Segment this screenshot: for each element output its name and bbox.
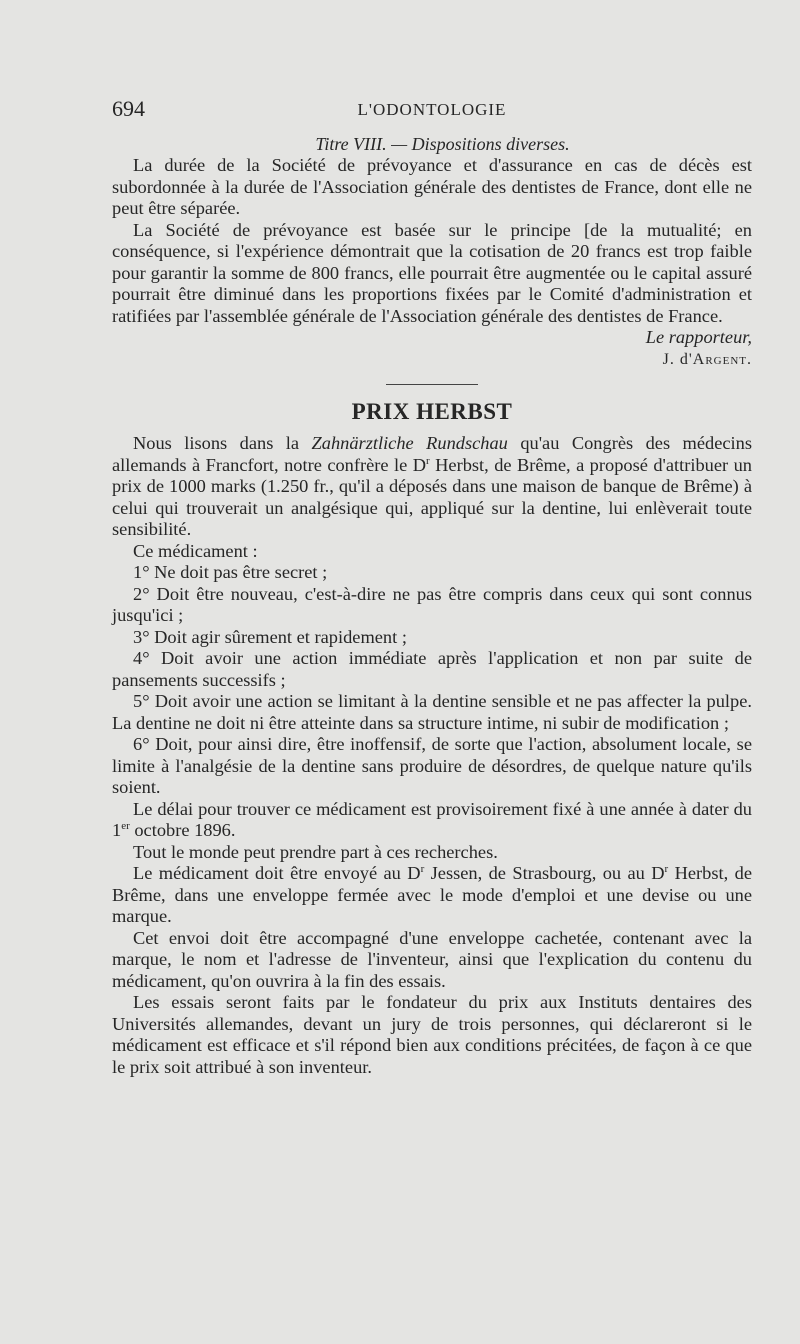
page-header xyxy=(112,96,752,126)
paragraph: Cet envoi doit être accompagné d'une enveloppe cachetée, contenant avec la marque, le nom et l'adresse de l'inventeur, ainsi que l'explication du contenu du médicament, qu'on ouvrira à la fin des essais. xyxy=(112,927,752,991)
superscript: er xyxy=(121,819,130,832)
article-title: PRIX HERBST xyxy=(351,399,513,424)
section-title: Titre VIII. — Dispositions diverses. xyxy=(315,134,570,154)
superscript: r xyxy=(426,454,430,467)
intro-text: qu'au Congrès des médecins allemands à Francfort, notre confrère le D xyxy=(112,433,753,475)
superscript: r xyxy=(420,862,425,875)
condition-item: 5° Doit avoir une action se limitant à la dentine sensible et ne pas affecter la pulpe. La dentine ne doit ni être atteinte dans sa structure intime, ni subir de modification ; xyxy=(112,691,752,733)
intro-text: Herbst, de Brême, a proposé d'attribuer un prix de 1000 marks (1.250 fr., qu'il a déposés dans une maison de banque de Brême) à celui qui trouverait un analgésique qui, appliqué sur la dentine, lui enlèverait toute sensibilité. xyxy=(112,454,752,539)
deadline-text: octobre 1896. xyxy=(129,820,236,840)
paragraph: Tout le monde peut prendre part à ces recherches. xyxy=(133,841,498,862)
paragraph: La Société de prévoyance est basée sur le principe [de la mutualité; en conséquence, si l'expérience démontrait que la cotisation de 20 francs est trop faible pour garantir la somme de 800 francs, elle pourrait être augmentée ou le capital assuré pourrait être diminué dans les proportions fixées par le Comité d'administration et ratifiées par l'assemblée générale de l'Association générale des dentistes de France. xyxy=(112,219,752,326)
condition-item: 1° Ne doit pas être secret ; xyxy=(133,562,328,582)
signature-surname: Argent. xyxy=(692,350,752,368)
conditions-intro: Ce médicament : xyxy=(133,540,258,561)
condition-item: 2° Doit être nouveau, c'est-à-dire ne pas être compris dans ceux qui sont connus jusqu'ici ; xyxy=(112,583,752,625)
condition-item: 6° Doit, pour ainsi dire, être inoffensif, de sorte que l'action, absolument locale, se limite à l'analgésie de la dentine sans produire de désordres, de quelque nature qu'ils soient. xyxy=(112,734,752,797)
superscript: r xyxy=(664,862,669,875)
signature-name xyxy=(112,349,752,371)
deadline-text: Le délai pour trouver ce médicament est provisoirement fixé à une année à dater du 1 xyxy=(112,798,752,840)
section-divider xyxy=(386,384,478,385)
sending-text: Le médicament doit être envoyé au D xyxy=(133,863,421,883)
sending-paragraph xyxy=(112,863,752,928)
journal-name: Zahnärztliche Rundschau xyxy=(311,433,508,453)
article-intro xyxy=(112,433,752,541)
paragraph: La durée de la Société de prévoyance et d'assurance en cas de décès est subordonnée à la durée de l'Association générale des dentistes de France, dont elle ne peut être séparée. xyxy=(112,155,752,218)
condition-item: 3° Doit agir sûrement et rapidement ; xyxy=(133,626,407,647)
running-title: L'ODONTOLOGIE xyxy=(357,100,507,119)
signature-role: Le rapporteur, xyxy=(645,327,752,347)
page-number: 694 xyxy=(112,96,145,121)
deadline-paragraph xyxy=(112,799,752,842)
paragraph: Les essais seront faits par le fondateur du prix aux Instituts dentaires des Universités allemandes, devant un jury de trois personnes, qui déclareront si le médicament est efficace et s'il répond bien aux conditions précitées, de façon à ce que le prix soit attribué à son inventeur. xyxy=(112,992,752,1077)
intro-text: Nous lisons dans la xyxy=(133,433,312,453)
page-content xyxy=(112,133,752,1078)
signature-name-prefix: J. d' xyxy=(662,350,693,368)
sending-text: Herbst, de Brême, dans une enveloppe fermée avec le mode d'emploi et une devise ou une marque. xyxy=(112,863,752,926)
sending-text: Jessen, de Strasbourg, ou au D xyxy=(424,863,665,883)
condition-item: 4° Doit avoir une action immédiate après l'application et non par suite de pansements successifs ; xyxy=(112,648,752,690)
